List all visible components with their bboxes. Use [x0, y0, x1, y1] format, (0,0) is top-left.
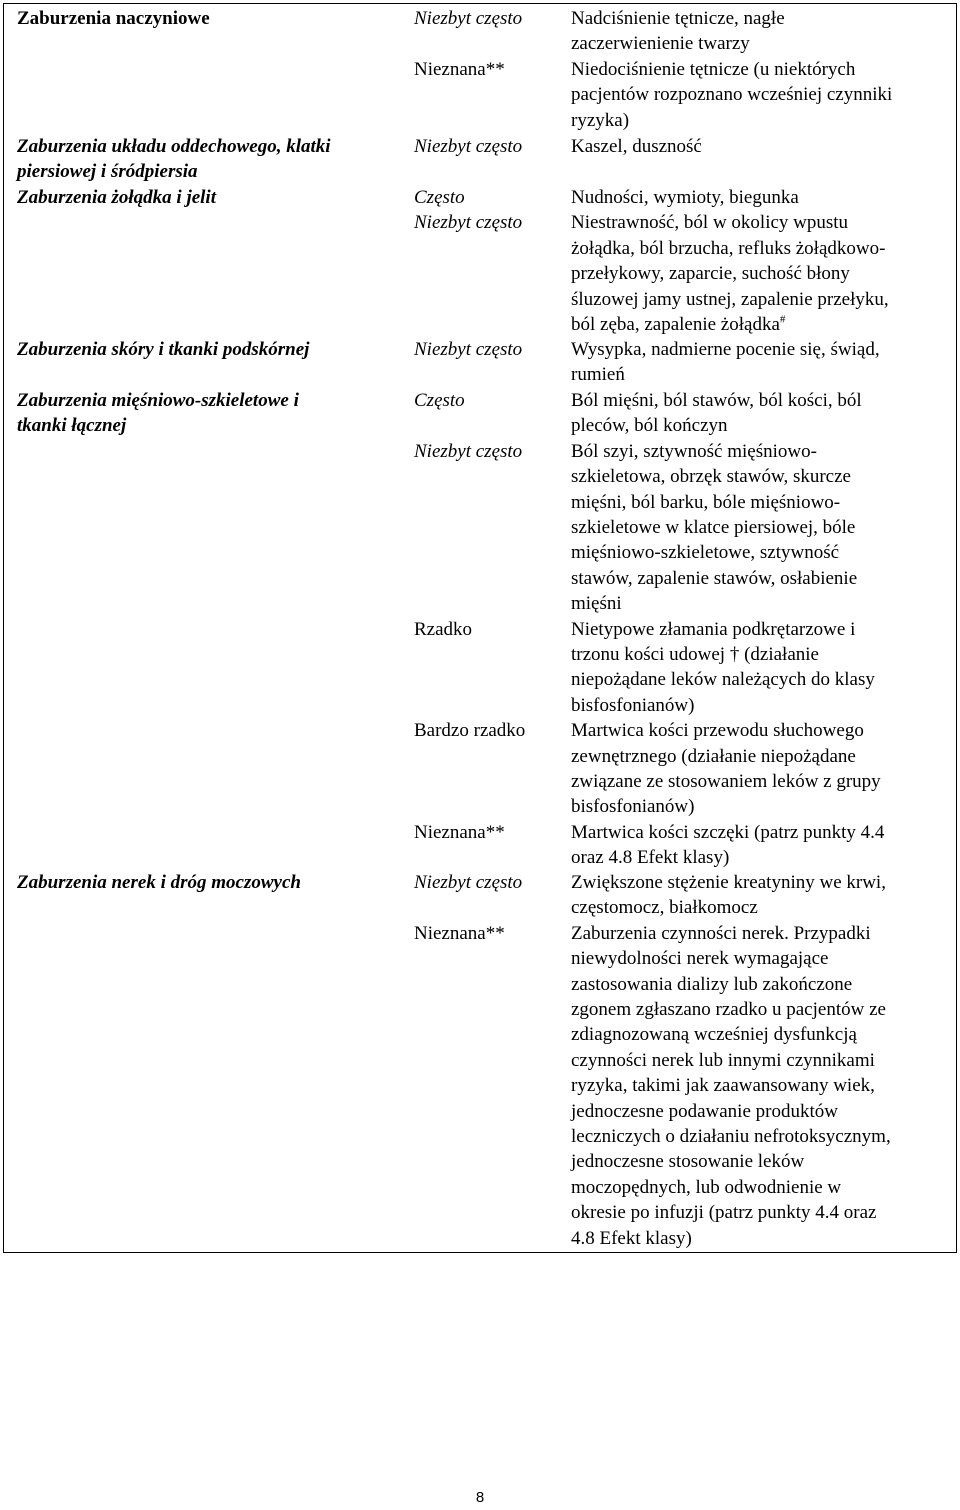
effect-line	[571, 1226, 951, 1251]
effect-line	[571, 1048, 951, 1073]
effect-line	[571, 515, 951, 540]
effect-text: czynności nerek lub innymi czynnikami	[571, 1049, 875, 1071]
frequency-label: Niezbyt często	[414, 136, 523, 157]
effect-line	[571, 312, 951, 337]
organ-class-cell	[17, 870, 417, 895]
effect-line	[571, 744, 951, 769]
effects-cell	[571, 185, 951, 210]
effect-line	[571, 1149, 951, 1174]
effect-line	[571, 6, 951, 31]
page-number: 8	[475, 1489, 485, 1506]
effect-text: szkieletowa, obrzęk stawów, skurcze	[571, 466, 851, 488]
effect-line	[571, 617, 951, 642]
effect-text: niepożądane leków należących do klasy	[571, 669, 875, 691]
effect-line	[571, 1099, 951, 1124]
effect-text: jednoczesne podawanie produktów	[571, 1100, 838, 1122]
effect-text: mięśni	[571, 593, 622, 615]
organ-class-cell	[17, 6, 407, 31]
effect-text: rumień	[571, 364, 625, 386]
effect-text: 4.8 Efekt klasy)	[571, 1227, 692, 1249]
effect-line	[571, 82, 951, 107]
effect-text: związane ze stosowaniem leków z grupy	[571, 771, 881, 792]
effect-line	[571, 946, 951, 971]
effect-line	[571, 337, 951, 362]
effects-cell	[571, 870, 951, 921]
frequency-label: Często	[414, 390, 465, 411]
frequency-label: Rzadko	[414, 618, 473, 640]
effect-line	[571, 794, 951, 819]
frequency-label: Niezbyt często	[414, 8, 523, 29]
effect-text: częstomocz, białkomocz	[571, 897, 758, 919]
organ-class-label: Zaburzenia żołądka i jelit	[17, 187, 216, 208]
frequency-label: Niezbyt często	[414, 339, 523, 360]
effect-text: zgonem zgłaszano rzadko u pacjentów ze	[571, 999, 886, 1021]
effect-line	[571, 870, 951, 895]
effects-cell	[571, 718, 951, 820]
organ-class-cell	[17, 134, 407, 185]
footnote-mark: #	[779, 313, 786, 326]
effect-line	[571, 540, 951, 565]
effect-line	[571, 921, 951, 946]
organ-class-label: tkanki łącznej	[17, 415, 127, 437]
effect-text: oraz 4.8 Efekt klasy)	[571, 847, 730, 869]
effect-text: bisfosfonianów)	[571, 694, 695, 716]
effects-cell	[571, 134, 951, 159]
effect-line	[571, 439, 951, 464]
effect-text: jednoczesne stosowanie leków	[571, 1151, 805, 1173]
effects-cell	[571, 337, 951, 388]
organ-class-label: Zaburzenia układu oddechowego, klatki	[17, 136, 331, 157]
adverse-effects-table	[3, 3, 957, 1253]
organ-class-label: Zaburzenia mięśniowo-szkieletowe i	[17, 390, 299, 411]
effect-text: Nietypowe złamania podkrętarzowe i	[571, 618, 856, 640]
effects-cell	[571, 6, 951, 57]
frequency-label: Niezbyt często	[414, 212, 523, 234]
effect-text: zaczerwienienie twarzy	[571, 33, 750, 55]
effect-text: mięśniowo-szkieletowe, sztywność	[571, 542, 840, 564]
effect-text: moczopędnych, lub odwodnienie w	[571, 1176, 842, 1198]
effect-text: pacjentów rozpoznano wcześniej czynniki	[571, 84, 893, 106]
effect-line	[571, 769, 951, 794]
effects-cell	[571, 921, 951, 1251]
effect-text: mięśni, ból barku, bóle mięśniowo-	[571, 491, 841, 513]
effect-text: zastosowania dializy lub zakończone	[571, 973, 853, 995]
effect-line	[571, 895, 951, 920]
frequency-label: Niezbyt często	[414, 440, 523, 462]
effect-line	[571, 57, 951, 82]
effect-text: ból zęba, zapalenie żołądka	[571, 314, 780, 336]
frequency-label: Nieznana**	[414, 821, 505, 843]
effect-text: Niestrawność, ból w okolicy wpustu	[571, 212, 849, 234]
effect-line	[571, 388, 951, 413]
effect-text: Ból szyi, sztywność mięśniowo-	[571, 440, 817, 462]
effect-text: leczniczych o działaniu nefrotoksycznym,	[571, 1126, 891, 1148]
effect-line	[571, 490, 951, 515]
frequency-label: Często	[414, 187, 465, 208]
organ-class-label: Zaburzenia naczyniowe	[17, 8, 210, 29]
effect-line	[571, 413, 951, 438]
effect-line	[571, 362, 951, 387]
frequency-label: Niezbyt często	[414, 872, 523, 893]
effect-line	[571, 464, 951, 489]
effect-line	[571, 591, 951, 616]
effect-line	[571, 718, 951, 743]
effect-text: bisfosfonianów)	[571, 796, 695, 818]
effect-line	[571, 667, 951, 692]
effects-cell	[571, 388, 951, 439]
effect-text: przełykowy, zaparcie, suchość błony	[571, 263, 850, 285]
effect-text: trzonu kości udowej † (działanie	[571, 644, 819, 665]
effect-text: Ból mięśni, ból stawów, ból kości, ból	[571, 390, 862, 411]
effect-line	[571, 108, 951, 133]
effects-cell	[571, 617, 951, 719]
effect-line	[571, 566, 951, 591]
organ-class-cell	[17, 185, 407, 210]
organ-class-label: piersiowej i śródpiersia	[17, 161, 198, 183]
effect-text: zewnętrznego (działanie niepożądane	[571, 745, 856, 767]
effect-line	[571, 185, 951, 210]
organ-class-cell	[17, 337, 417, 362]
effect-text: Kaszel, duszność	[571, 136, 702, 157]
effect-text: Nudności, wymioty, biegunka	[571, 187, 799, 208]
effect-text: Nadciśnienie tętnicze, nagłe	[571, 8, 785, 29]
effect-line	[571, 261, 951, 286]
organ-class-label: Zaburzenia nerek i dróg moczowych	[17, 872, 301, 893]
effect-text: Martwica kości szczęki (patrz punkty 4.4	[571, 821, 885, 843]
effect-line	[571, 997, 951, 1022]
effect-text: szkieletowe w klatce piersiowej, bóle	[571, 517, 856, 539]
effect-text: ryzyka)	[571, 109, 630, 131]
effect-text: Wysypka, nadmierne pocenie się, świąd,	[571, 339, 880, 360]
effect-line	[571, 31, 951, 56]
effect-line	[571, 972, 951, 997]
effect-line	[571, 1200, 951, 1225]
effect-line	[571, 693, 951, 718]
effect-text: Zaburzenia czynności nerek. Przypadki	[571, 922, 871, 944]
effect-line	[571, 820, 951, 845]
effect-text: zdiagnozowaną wcześniej dysfunkcją	[571, 1024, 857, 1046]
effects-cell	[571, 820, 951, 871]
effect-line	[571, 287, 951, 312]
effect-text: Niedociśnienie tętnicze (u niektórych	[571, 58, 856, 80]
effect-line	[571, 1022, 951, 1047]
effect-text: śluzowej jamy ustnej, zapalenie przełyku,	[571, 288, 889, 310]
frequency-label: Bardzo rzadko	[414, 720, 526, 742]
effect-text: pleców, ból kończyn	[571, 415, 728, 437]
organ-class-label: Zaburzenia skóry i tkanki podskórnej	[17, 339, 310, 360]
effects-cell	[571, 439, 951, 617]
frequency-label: Nieznana**	[414, 58, 505, 80]
effect-line	[571, 1073, 951, 1098]
effect-text: ryzyka, takimi jak zaawansowany wiek,	[571, 1075, 875, 1097]
effect-line	[571, 236, 951, 261]
effect-text: Martwica kości przewodu słuchowego	[571, 720, 864, 742]
effect-line	[571, 642, 951, 667]
organ-class-cell	[17, 388, 407, 439]
effects-cell	[571, 57, 951, 133]
effect-text: żołądka, ból brzucha, refluks żołądkowo-	[571, 237, 886, 259]
effect-text: okresie po infuzji (patrz punkty 4.4 oraz	[571, 1202, 877, 1224]
effect-text: Zwiększone stężenie kreatyniny we krwi,	[571, 872, 886, 893]
effect-line	[571, 845, 951, 870]
effects-cell	[571, 210, 951, 337]
effect-line	[571, 1124, 951, 1149]
effect-text: niewydolności nerek wymagające	[571, 948, 829, 970]
effect-text: stawów, zapalenie stawów, osłabienie	[571, 567, 858, 589]
effect-line	[571, 210, 951, 235]
frequency-label: Nieznana**	[414, 922, 505, 944]
effect-line	[571, 134, 951, 159]
effect-line	[571, 1175, 951, 1200]
